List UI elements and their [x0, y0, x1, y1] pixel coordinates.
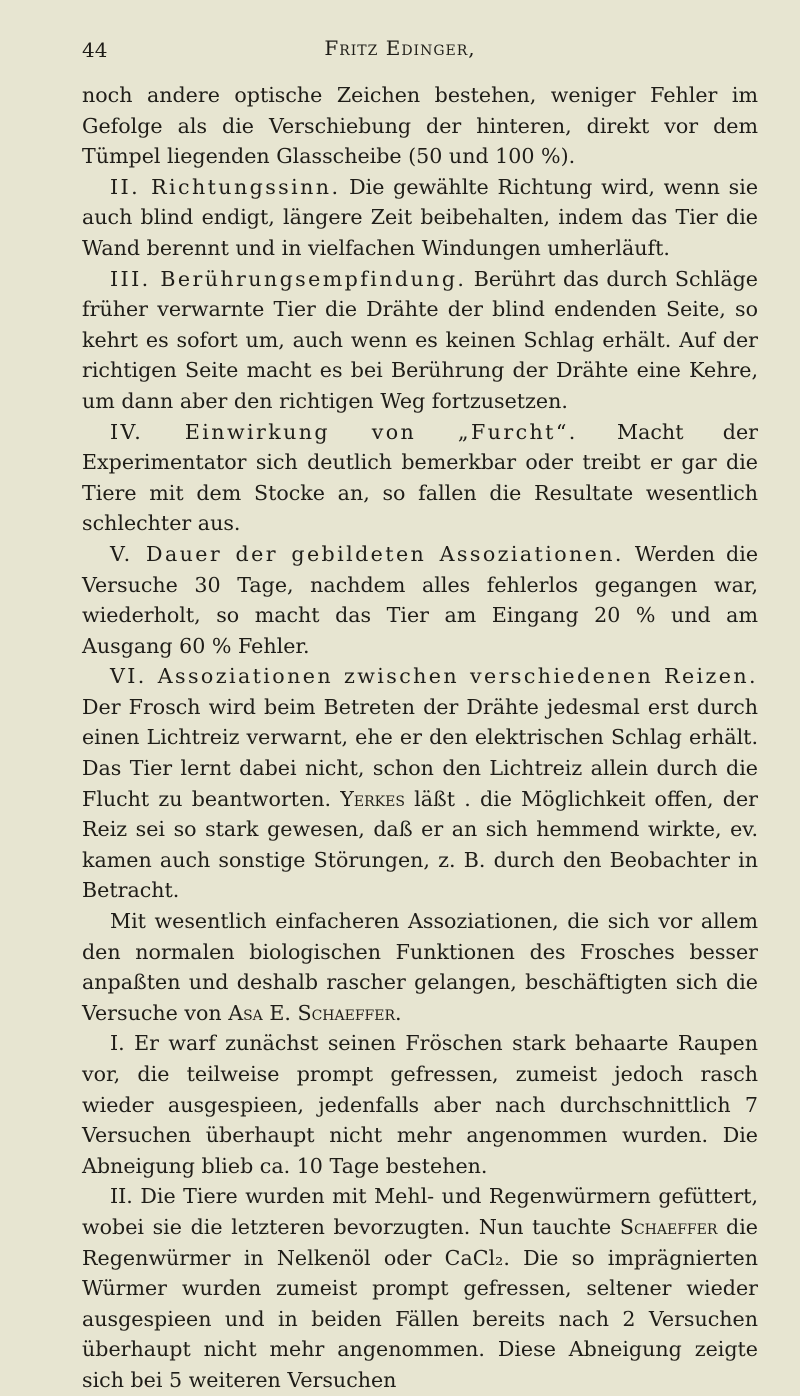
page-header: [0, 0, 800, 66]
paragraph-5-text: Werden die Versuche 30 Tage, nachdem alles fehlerlos gegangen war, wiederholt, so macht das Tier am Eingang 20 % und am Ausgang 60 % Fehler.: [82, 541, 759, 658]
paragraph-6-heading: VI. Assoziationen zwischen verschiedenen Reizen.: [110, 664, 758, 689]
running-head: Fritz Edinger,: [324, 36, 476, 60]
paragraph-2-text: Die gewählte Richtung wird, wenn sie auch blind endigt, längere Zeit beibehalten, indem das Tier die Wand berennt und in vielfachen Windungen umherläuft.: [82, 174, 759, 260]
paragraph-2: [82, 172, 758, 264]
paragraph-2-heading: II. Richtungssinn.: [110, 174, 341, 199]
paragraph-3-heading: III. Berührungsempfindung.: [110, 266, 467, 291]
body-text: [82, 80, 758, 1396]
author-name-schaeffer: Schaeffer: [619, 1214, 718, 1239]
paragraph-5: [82, 539, 758, 661]
paragraph-6-text-b: läßt . die Möglichkeit offen, der Reiz sei so stark gewesen, daß er an sich hemmend wirkte, ev. kamen auch sonstige Störungen, z. B. durch den Beobachter in Betracht.: [82, 786, 758, 903]
paragraph-7-text-a: Mit wesentlich einfacheren Assoziationen, die sich vor allem den normalen biologischen Funktionen des Frosches besser anpaßten und deshalb rascher gelangen, beschäftigten sich die Versuche von: [82, 909, 758, 1025]
paragraph-4: [82, 417, 758, 539]
paragraph-7-text-b: .: [395, 1000, 402, 1025]
paragraph-3-text: Berührt das durch Schläge früher verwarnte Tier die Drähte der blind endenden Seite, so kehrt es sofort um, auch wenn es keinen Schlag erhält. Auf der richtigen Seite macht es bei Berührung der Drähte eine Kehre, um dann aber den richtigen Weg fortzusetzen.: [82, 266, 758, 413]
paragraph-1-text: noch andere optische Zeichen bestehen, weniger Fehler im Gefolge als die Verschiebung der hinteren, direkt vor dem Tümpel liegenden Glasscheibe (50 und 100 %).: [82, 83, 758, 169]
paragraph-9-text-a: II. Die Tiere wurden mit Mehl- und Regenwürmern gefüttert, wobei sie die letzteren bevorzugten. Nun tauchte: [82, 1184, 758, 1239]
page-number: 44: [82, 38, 108, 62]
paragraph-9: [82, 1181, 758, 1395]
author-name-yerkes: Yerkes: [340, 786, 405, 811]
paragraph-7: [82, 906, 758, 1028]
paragraph-8: [82, 1028, 758, 1181]
paragraph-6-text-a: Der Frosch wird beim Betreten der Drähte jedesmal erst durch einen Lichtreiz verwarnt, ehe er den elektrischen Schlag erhält. Das Tier lernt dabei nicht, schon den Lichtreiz allein durch die Flucht zu beantworten.: [82, 694, 758, 811]
paragraph-9-text-b: die Regenwürmer in Nelkenöl oder CaCl₂. Die so imprägnierten Würmer wurden zumeist prompt gefressen, seltener wieder ausgespieen und in beiden Fällen bereits nach 2 Versuchen überhaupt nicht mehr angenommen. Diese Abneigung zeigte sich bei 5 weiteren Versuchen: [82, 1214, 758, 1392]
paragraph-3: [82, 264, 758, 417]
paragraph-6: [82, 661, 758, 906]
paragraph-8-text: I. Er warf zunächst seinen Fröschen stark behaarte Raupen vor, die teilweise prompt gefressen, zumeist jedoch rasch wieder ausgespieen, jedenfalls aber nach durchschnittlich 7 Versuchen überhaupt nicht mehr angenommen wurden. Die Abneigung blieb ca. 10 Tage bestehen.: [82, 1031, 758, 1178]
author-name-schaeffer-full: Asa E. Schaeffer: [228, 1000, 396, 1025]
paragraph-5-heading: V. Dauer der gebildeten Assoziationen.: [110, 541, 624, 566]
paragraph-4-heading: IV. Einwirkung von „Furcht“.: [110, 419, 578, 444]
paragraph-1: [82, 80, 758, 172]
paragraph-4-text: Macht der Experimentator sich deutlich bemerkbar oder treibt er gar die Tiere mit dem Stocke an, so fallen die Resultate wesentlich schlechter aus.: [82, 419, 758, 536]
